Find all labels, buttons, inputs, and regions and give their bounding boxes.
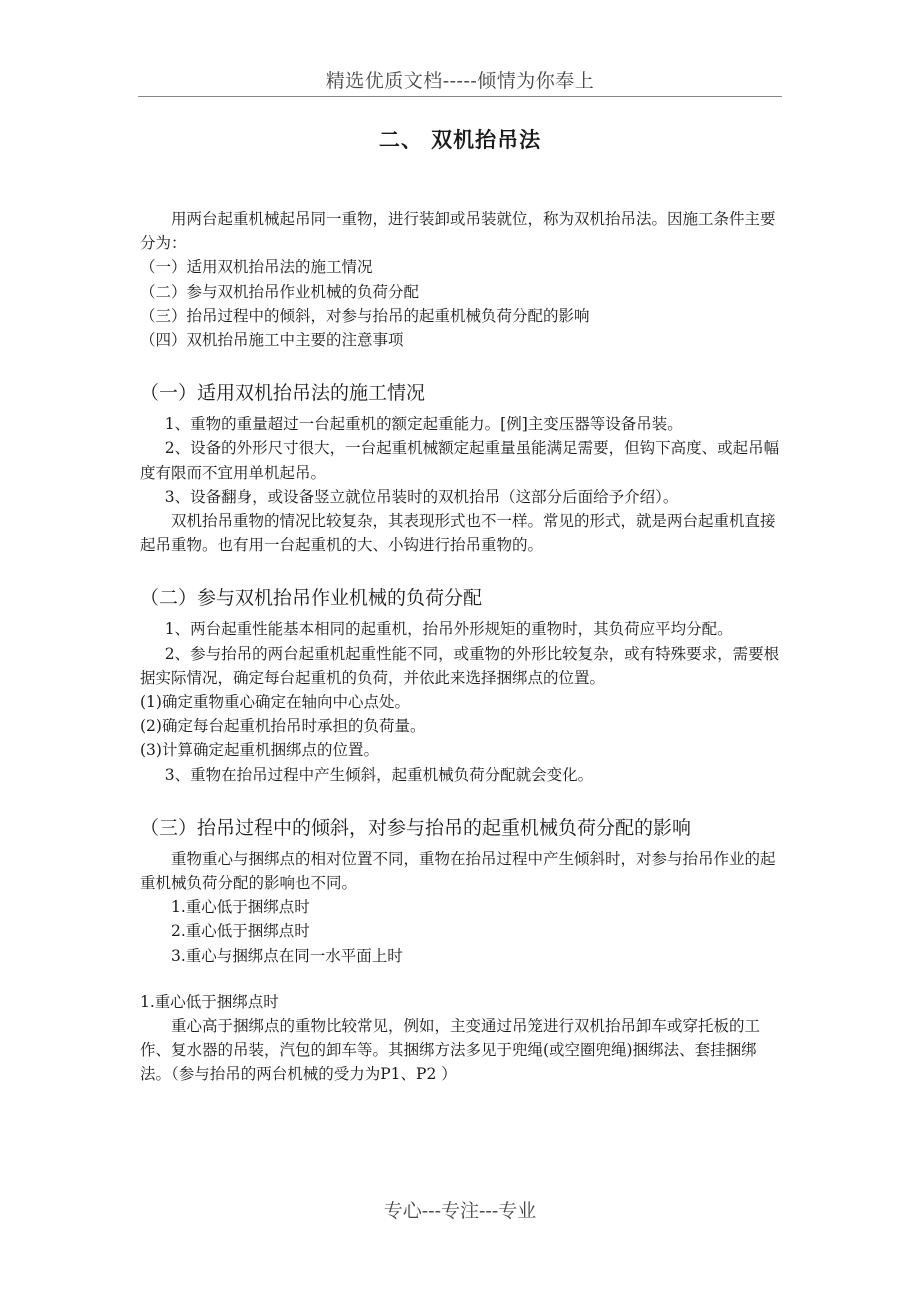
section-paragraph: 3、重物在抬吊过程中产生倾斜，起重机械负荷分配就会变化。	[164, 765, 594, 784]
section-paragraph: 3、设备翻身，或设备竖立就位吊装时的双机抬吊（这部分后面给予介绍）。	[164, 487, 679, 506]
numbered-item: 1.重心低于捆绑点时	[171, 898, 310, 917]
section-heading: （二）参与双机抬吊作业机械的负荷分配	[140, 587, 483, 610]
numbered-item: 3.重心与捆绑点在同一水平面上时	[171, 946, 403, 965]
section-paragraph: 1、重物的重量超过一台起重机的额定起重能力。[例]主变压器等设备吊装。	[164, 415, 683, 434]
document-title: 二、 双机抬吊法	[378, 127, 542, 152]
section-paragraph: 双机抬吊重物的情况比较复杂，其表现形式也不一样。常见的形式，就是两台起重机直接起吊重物。也有用一台起重机的大、小钩进行抬吊重物的。	[140, 512, 776, 555]
numbered-item: (2)确定每台起重机抬吊时承担的负荷量。	[140, 717, 426, 736]
section-paragraph: 重心高于捆绑点的重物比较常见，例如，主变通过吊笼进行双机抬吊卸车或穿托板的工作、复水器的吊装，汽包的卸车等。其捆绑方法多见于兜绳(或空圈兜绳)捆绑法、套挂捆绑法。（参与抬吊的两台机械的受力为P1、P2 ）	[140, 1017, 761, 1084]
subsection-heading: 1.重心低于捆绑点时	[140, 992, 279, 1011]
page-footer: 专心---专注---专业	[383, 1200, 537, 1222]
intro-list-item: （二）参与双机抬吊作业机械的负荷分配	[140, 282, 420, 301]
section-paragraph: 1、两台起重性能基本相同的起重机，抬吊外形规矩的重物时，其负荷应平均分配。	[164, 620, 733, 639]
section-paragraph: 2、参与抬吊的两台起重机起重性能不同，或重物的外形比较复杂，或有特殊要求，需要根据实际情况，确定每台起重机的负荷，并依此来选择捆绑点的位置。	[140, 644, 780, 687]
numbered-item: 2.重心低于捆绑点时	[171, 922, 310, 941]
intro-list-item: （一）适用双机抬吊法的施工情况	[140, 258, 373, 277]
intro-list-item: （四）双机抬吊施工中主要的注意事项	[140, 331, 404, 350]
page-header: 精选优质文档-----倾情为你奉上	[325, 70, 595, 92]
section-heading: （一）适用双机抬吊法的施工情况	[140, 382, 426, 405]
section-heading: （三）抬吊过程中的倾斜，对参与抬吊的起重机械负荷分配的影响	[140, 816, 692, 839]
section-paragraph: 重物重心与捆绑点的相对位置不同，重物在抬吊过程中产生倾斜时，对参与抬吊作业的起重机械负荷分配的影响也不同。	[140, 849, 776, 893]
intro-paragraph: 用两台起重机械起吊同一重物，进行装卸或吊装就位，称为双机抬吊法。因施工条件主要分为：	[140, 210, 776, 253]
numbered-item: (1)确定重物重心确定在轴向中心点处。	[140, 693, 410, 712]
numbered-item: (3)计算确定起重机捆绑点的位置。	[140, 741, 379, 760]
document-body	[140, 207, 784, 1087]
header-divider	[138, 96, 782, 97]
intro-list-item: （三）抬吊过程中的倾斜，对参与抬吊的起重机械负荷分配的影响	[140, 306, 590, 325]
section-paragraph: 2、设备的外形尺寸很大，一台起重机械额定起重量虽能满足需要，但钩下高度、或起吊幅度有限而不宜用单机起吊。	[140, 439, 780, 482]
